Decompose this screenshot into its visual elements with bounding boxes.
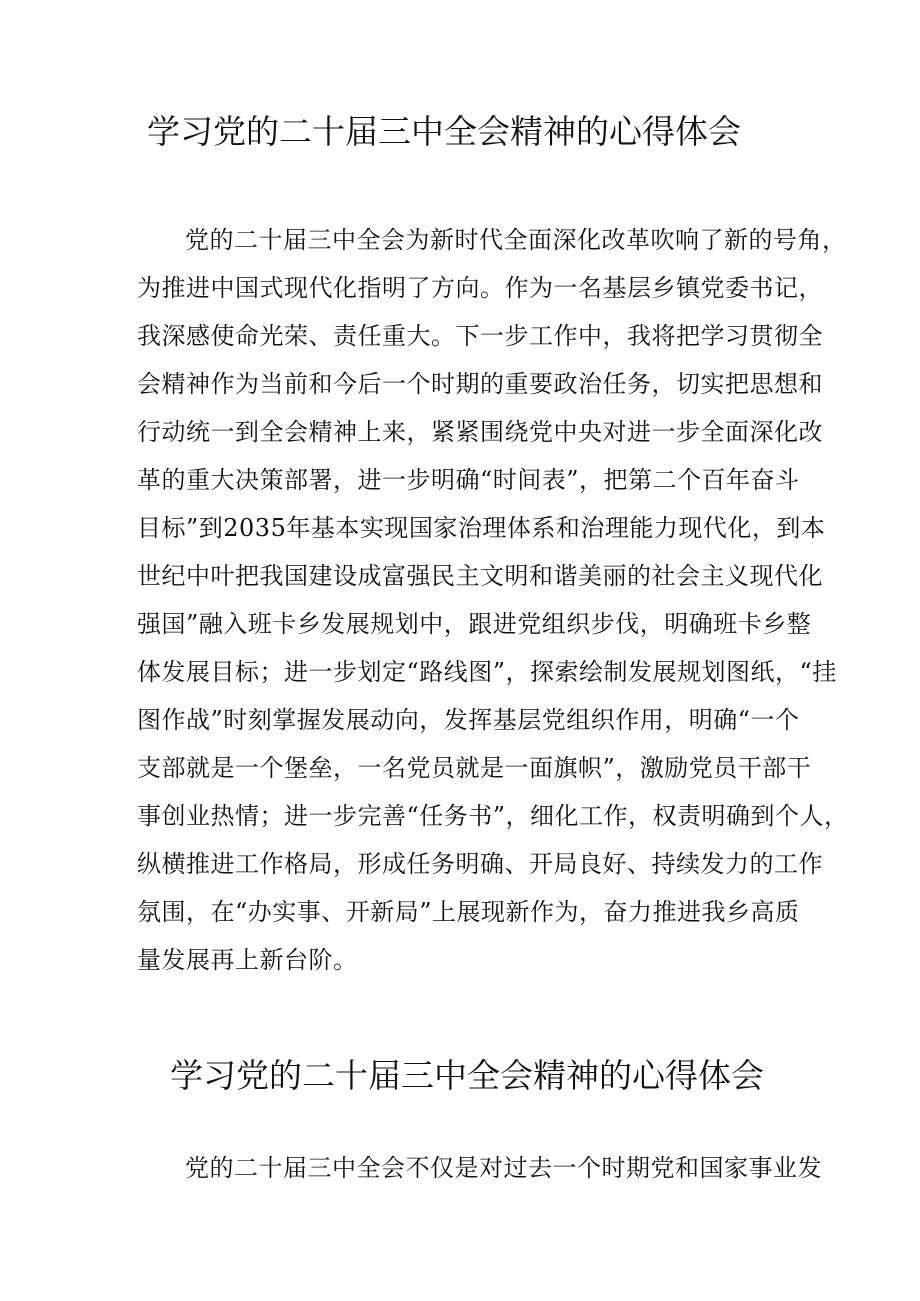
paragraph-line: 世纪中叶把我国建设成富强民主文明和谐美丽的社会主义现代化 — [137, 562, 823, 590]
paragraph-line: 为推进中国式现代化指明了方向。作为一名基层乡镇党委书记， — [137, 274, 823, 302]
paragraph-line: 量发展再上新台阶。 — [137, 946, 358, 974]
section-2-title: 学习党的二十届三中全会精神的心得体会 — [170, 1056, 764, 1095]
paragraph-line: 体发展目标；进一步划定“路线图”，探索绘制发展规划图纸，“挂 — [137, 658, 837, 686]
paragraph-line: 纵横推进工作格局，形成任务明确、开局良好、持续发力的工作 — [137, 850, 823, 878]
paragraph-line: 强国”融入班卡乡发展规划中，跟进党组织步伐，明确班卡乡整 — [137, 610, 812, 638]
paragraph-line: 事创业热情；进一步完善“任务书”，细化工作，权责明确到个人， — [137, 802, 849, 830]
paragraph-line: 会精神作为当前和今后一个时期的重要政治任务，切实把思想和 — [137, 370, 823, 398]
paragraph-line: 我深感使命光荣、责任重大。下一步工作中，我将把学习贯彻全 — [137, 322, 823, 350]
section-1-paragraph — [137, 216, 849, 984]
section-2-paragraph — [137, 1144, 822, 1192]
paragraph-line: 革的重大决策部署，进一步明确“时间表”，把第二个百年奋斗 — [137, 466, 800, 494]
paragraph-line: 图作战”时刻掌握发展动向，发挥基层党组织作用，明确“一个 — [137, 706, 800, 734]
paragraph-line: 党的二十届三中全会不仅是对过去一个时期党和国家事业发 — [185, 1154, 822, 1182]
section-1-title: 学习党的二十届三中全会精神的心得体会 — [147, 112, 741, 151]
paragraph-line: 支部就是一个堡垒，一名党员就是一面旗帜”，激励党员干部干 — [137, 754, 812, 782]
paragraph-line: 行动统一到全会精神上来，紧紧围绕党中央对进一步全面深化改 — [137, 418, 823, 446]
paragraph-line: 党的二十届三中全会为新时代全面深化改革吹响了新的号角， — [185, 226, 847, 254]
paragraph-line: 目标”到2035年基本实现国家治理体系和治理能力现代化，到本 — [137, 514, 826, 542]
paragraph-line: 氛围，在“办实事、开新局”上展现新作为，奋力推进我乡高质 — [137, 898, 800, 926]
